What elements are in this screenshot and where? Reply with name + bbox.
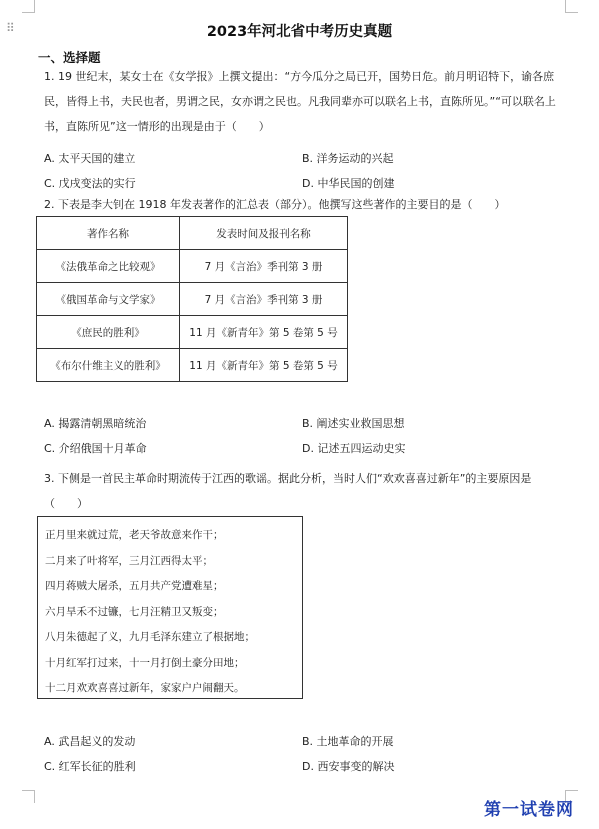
drag-handle-icon[interactable]: ⠿	[6, 21, 14, 35]
table-row	[37, 349, 348, 382]
table-row	[37, 283, 348, 316]
table-header-cell: 著作名称	[37, 217, 180, 250]
ballad-line: 十月红军打过来，十一月打倒土豪分田地；	[45, 656, 245, 669]
page-corner-mark-bottom-left	[22, 790, 35, 803]
ballad-line: 八月朱德起了义，九月毛泽东建立了根据地；	[45, 631, 255, 643]
page-corner-mark-top-left	[22, 0, 35, 13]
question-3-stem: 3. 下侧是一首民主革命时期流传于江西的歌谣。据此分析，当时人们“欢欢喜喜过新年”的主要原因是（ ）	[44, 472, 532, 510]
q3-option-a: A. 武昌起义的发动	[44, 735, 136, 748]
table-cell: 7 月《言治》季刊第 3 册	[180, 250, 348, 283]
q3-option-b: B. 土地革命的开展	[302, 735, 394, 748]
table-cell: 11 月《新青年》第 5 卷第 5 号	[180, 316, 348, 349]
question-2-stem: 2. 下表是李大钊在 1918 年发表著作的汇总表（部分）。他撰写这些著作的主要目的是（ ）	[44, 198, 506, 211]
q1-option-d: D. 中华民国的创建	[302, 177, 395, 190]
ballad-line: 二月来了叶将军，三月江西得太平；	[45, 554, 213, 567]
question-1-stem: 1. 19 世纪末，某女士在《女学报》上撰文提出：“方今瓜分之局已开，国势日危。前月明诏特下，谕各庶民，皆得上书，夫民也者，男谓之民，女亦谓之民也。凡我同辈亦可以联名上书，直陈所见。”“可以联名上书，直陈所见”这一情形的出现是由于（ ）	[44, 70, 556, 133]
q2-option-c: C. 介绍俄国十月革命	[44, 442, 147, 455]
table-header-cell: 发表时间及报刊名称	[180, 217, 348, 250]
table-row	[37, 250, 348, 283]
table-cell: 7 月《言治》季刊第 3 册	[180, 283, 348, 316]
table-cell: 11 月《新青年》第 5 卷第 5 号	[180, 349, 348, 382]
table-row	[37, 316, 348, 349]
table-cell: 《布尔什维主义的胜利》	[37, 349, 180, 382]
section-heading: 一、选择题	[38, 50, 101, 65]
ballad-line: 六月旱禾不过镰，七月汪精卫又叛变；	[45, 605, 224, 618]
table-header-row	[37, 217, 348, 250]
ballad-line: 四月蒋贼大屠杀，五月共产党遭难星；	[45, 580, 224, 592]
ballad-box	[37, 516, 303, 699]
page-corner-mark-top-right	[565, 0, 578, 13]
q2-option-a: A. 揭露清朝黑暗统治	[44, 417, 147, 430]
table-cell: 《法俄革命之比较观》	[37, 250, 180, 283]
table-cell: 《俄国革命与文学家》	[37, 283, 180, 316]
q3-option-c: C. 红军长征的胜利	[44, 760, 136, 773]
q1-option-b: B. 洋务运动的兴起	[302, 152, 394, 165]
q2-option-b: B. 阐述实业救国思想	[302, 417, 405, 430]
ballad-line: 十二月欢欢喜喜过新年，家家户户闹翻天。	[45, 682, 245, 694]
q1-option-a: A. 太平天国的建立	[44, 152, 136, 165]
q1-option-c: C. 戊戌变法的实行	[44, 177, 136, 190]
q3-option-d: D. 西安事变的解决	[302, 760, 395, 773]
ballad-line: 正月里来就过荒，老天爷故意来作干；	[45, 529, 224, 541]
q2-option-d: D. 记述五四运动史实	[302, 442, 406, 455]
works-table	[36, 216, 348, 382]
table-cell: 《庶民的胜利》	[37, 316, 180, 349]
site-watermark: 第一试卷网	[484, 800, 574, 820]
page-title: 2023年河北省中考历史真题	[206, 24, 393, 40]
